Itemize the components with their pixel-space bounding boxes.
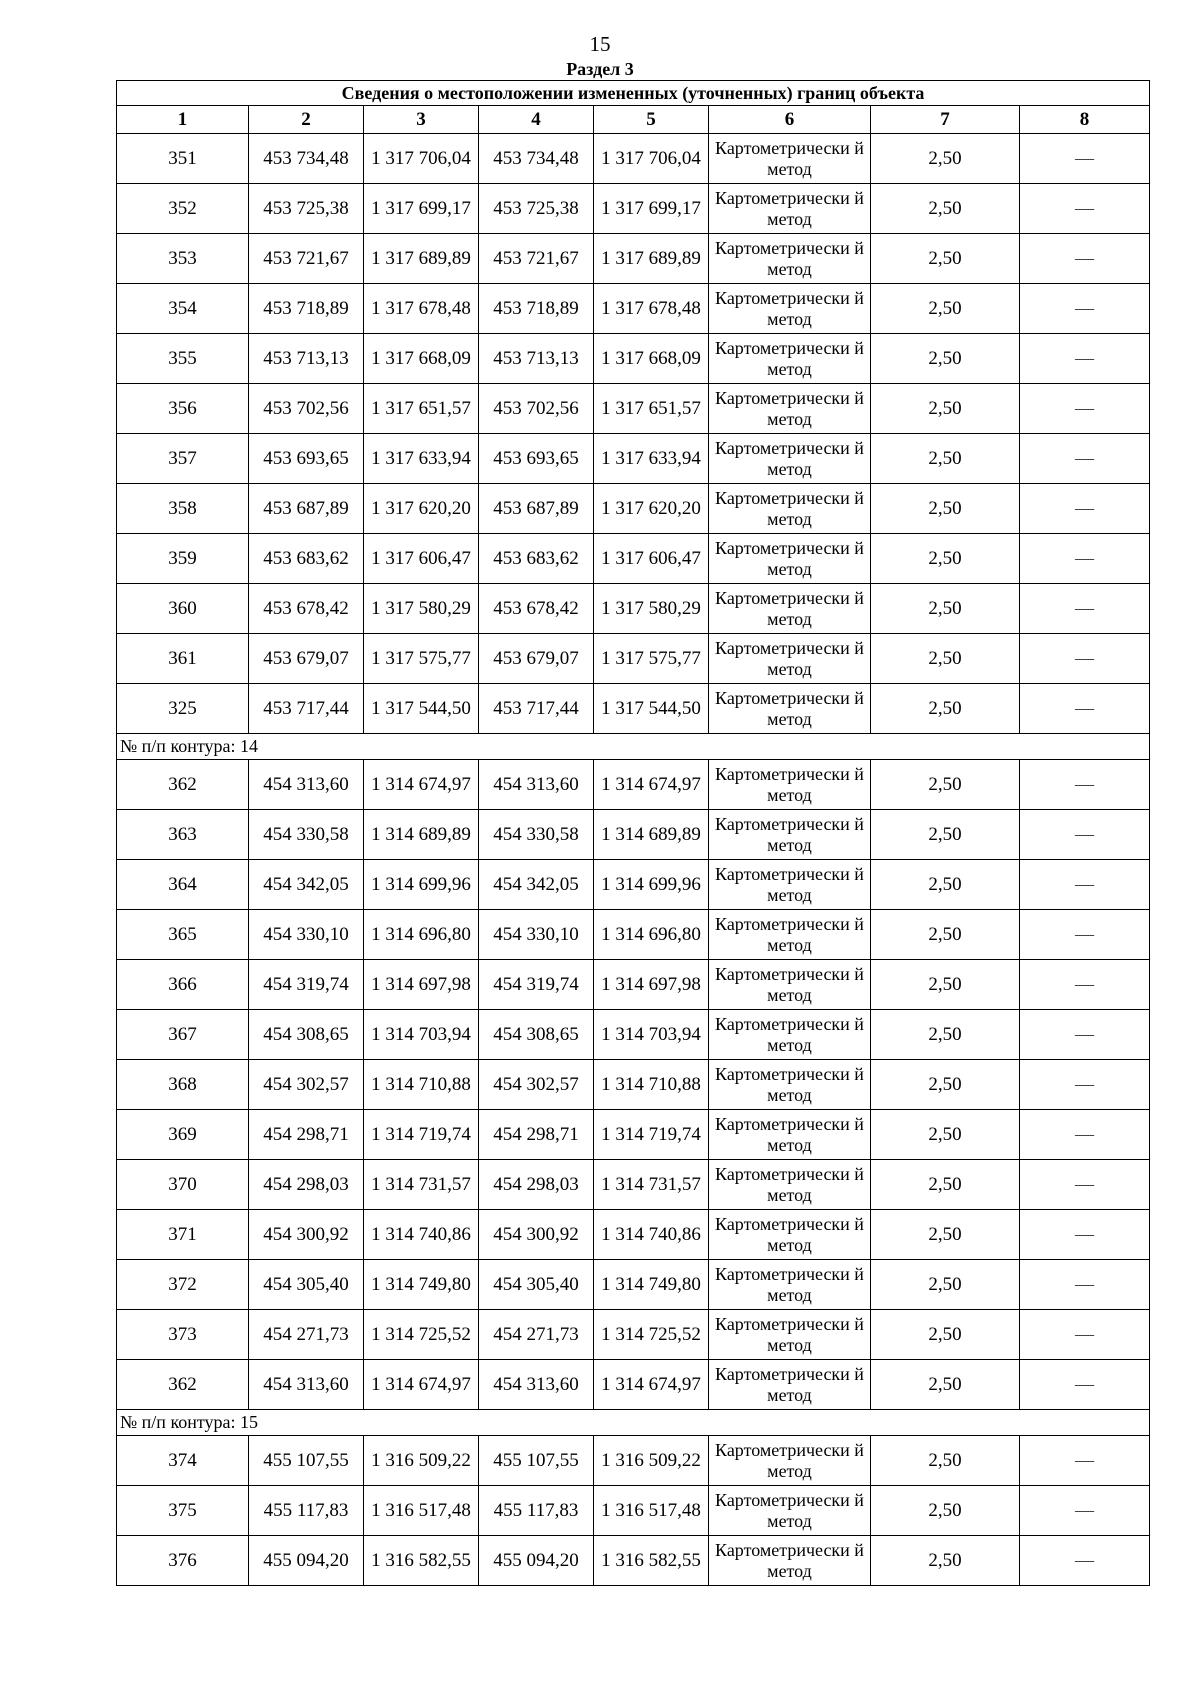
point-number-cell: 369 [117,1110,249,1160]
new-y-cell: 1 314 699,96 [594,860,709,910]
method-cell: Картометрически й метод [709,284,871,334]
old-x-cell: 454 313,60 [249,1360,364,1410]
old-y-cell: 1 314 689,89 [364,810,479,860]
table-row [117,1360,1150,1410]
precision-cell: 2,50 [871,810,1020,860]
new-x-cell: 454 302,57 [479,1060,594,1110]
point-number-cell: 351 [117,134,249,184]
point-number-cell: 373 [117,1310,249,1360]
new-x-cell: 454 298,03 [479,1160,594,1210]
description-cell: — [1020,1360,1150,1410]
table-row [117,1210,1150,1260]
precision-cell: 2,50 [871,534,1020,584]
old-y-cell: 1 317 544,50 [364,684,479,734]
old-y-cell: 1 316 509,22 [364,1436,479,1486]
table-body [117,81,1150,1586]
new-x-cell: 454 298,71 [479,1110,594,1160]
method-cell: Картометрически й метод [709,1536,871,1586]
point-number-cell: 325 [117,684,249,734]
old-y-cell: 1 314 699,96 [364,860,479,910]
old-y-cell: 1 316 582,55 [364,1536,479,1586]
old-y-cell: 1 317 580,29 [364,584,479,634]
method-cell: Картометрически й метод [709,1210,871,1260]
new-x-cell: 453 713,13 [479,334,594,384]
new-x-cell: 454 308,65 [479,1010,594,1060]
method-cell: Картометрически й метод [709,860,871,910]
precision-cell: 2,50 [871,484,1020,534]
description-cell: — [1020,1160,1150,1210]
table-row [117,434,1150,484]
old-y-cell: 1 317 668,09 [364,334,479,384]
new-x-cell: 455 094,20 [479,1536,594,1586]
method-cell: Картометрически й метод [709,134,871,184]
old-x-cell: 455 094,20 [249,1536,364,1586]
table-row [117,534,1150,584]
new-y-cell: 1 314 696,80 [594,910,709,960]
description-cell: — [1020,384,1150,434]
description-cell: — [1020,284,1150,334]
table-row [117,134,1150,184]
column-header: 6 [709,106,871,134]
table-row [117,1110,1150,1160]
method-cell: Картометрически й метод [709,1110,871,1160]
new-x-cell: 453 721,67 [479,234,594,284]
old-x-cell: 454 302,57 [249,1060,364,1110]
description-cell: — [1020,1260,1150,1310]
old-x-cell: 453 717,44 [249,684,364,734]
description-cell: — [1020,1060,1150,1110]
new-x-cell: 453 725,38 [479,184,594,234]
table-row [117,1160,1150,1210]
description-cell: — [1020,1436,1150,1486]
new-x-cell: 454 313,60 [479,760,594,810]
old-x-cell: 453 693,65 [249,434,364,484]
contour-label: № п/п контура: 15 [117,1410,1150,1436]
description-cell: — [1020,1110,1150,1160]
method-cell: Картометрически й метод [709,1436,871,1486]
precision-cell: 2,50 [871,284,1020,334]
point-number-cell: 358 [117,484,249,534]
new-y-cell: 1 317 633,94 [594,434,709,484]
contour-label: № п/п контура: 14 [117,734,1150,760]
old-x-cell: 454 308,65 [249,1010,364,1060]
old-x-cell: 453 725,38 [249,184,364,234]
precision-cell: 2,50 [871,334,1020,384]
old-y-cell: 1 314 674,97 [364,760,479,810]
old-y-cell: 1 314 697,98 [364,960,479,1010]
old-y-cell: 1 317 651,57 [364,384,479,434]
precision-cell: 2,50 [871,1210,1020,1260]
old-x-cell: 454 342,05 [249,860,364,910]
point-number-cell: 356 [117,384,249,434]
new-x-cell: 454 271,73 [479,1310,594,1360]
new-x-cell: 454 319,74 [479,960,594,1010]
description-cell: — [1020,134,1150,184]
precision-cell: 2,50 [871,234,1020,284]
old-y-cell: 1 314 674,97 [364,1360,479,1410]
new-y-cell: 1 317 544,50 [594,684,709,734]
point-number-cell: 375 [117,1486,249,1536]
point-number-cell: 367 [117,1010,249,1060]
table-title: Сведения о местоположении измененных (уточненных) границ объекта [117,81,1150,106]
column-header: 2 [249,106,364,134]
old-y-cell: 1 317 689,89 [364,234,479,284]
method-cell: Картометрически й метод [709,910,871,960]
new-x-cell: 453 702,56 [479,384,594,434]
description-cell: — [1020,810,1150,860]
contour-label-row [117,1410,1150,1436]
method-cell: Картометрически й метод [709,810,871,860]
old-y-cell: 1 314 696,80 [364,910,479,960]
table-row [117,634,1150,684]
description-cell: — [1020,184,1150,234]
method-cell: Картометрически й метод [709,1160,871,1210]
table-row [117,1436,1150,1486]
point-number-cell: 357 [117,434,249,484]
description-cell: — [1020,760,1150,810]
description-cell: — [1020,1210,1150,1260]
method-cell: Картометрически й метод [709,434,871,484]
old-x-cell: 454 298,71 [249,1110,364,1160]
point-number-cell: 370 [117,1160,249,1210]
precision-cell: 2,50 [871,1310,1020,1360]
precision-cell: 2,50 [871,1260,1020,1310]
method-cell: Картометрически й метод [709,584,871,634]
description-cell: — [1020,960,1150,1010]
precision-cell: 2,50 [871,1486,1020,1536]
column-header: 5 [594,106,709,134]
method-cell: Картометрически й метод [709,234,871,284]
new-y-cell: 1 317 580,29 [594,584,709,634]
table-row [117,1486,1150,1536]
new-y-cell: 1 314 697,98 [594,960,709,1010]
table-row [117,684,1150,734]
old-x-cell: 455 117,83 [249,1486,364,1536]
precision-cell: 2,50 [871,1060,1020,1110]
precision-cell: 2,50 [871,1010,1020,1060]
old-y-cell: 1 317 699,17 [364,184,479,234]
table-row [117,384,1150,434]
description-cell: — [1020,1310,1150,1360]
description-cell: — [1020,234,1150,284]
new-y-cell: 1 314 674,97 [594,760,709,810]
table-row [117,184,1150,234]
method-cell: Картометрически й метод [709,1486,871,1536]
new-x-cell: 453 718,89 [479,284,594,334]
old-y-cell: 1 314 710,88 [364,1060,479,1110]
old-x-cell: 453 678,42 [249,584,364,634]
method-cell: Картометрически й метод [709,384,871,434]
new-x-cell: 453 687,89 [479,484,594,534]
column-header: 1 [117,106,249,134]
precision-cell: 2,50 [871,184,1020,234]
old-y-cell: 1 314 749,80 [364,1260,479,1310]
old-x-cell: 453 687,89 [249,484,364,534]
new-y-cell: 1 314 749,80 [594,1260,709,1310]
description-cell: — [1020,484,1150,534]
section-heading: Раздел 3 [566,59,634,79]
old-y-cell: 1 317 606,47 [364,534,479,584]
description-cell: — [1020,1536,1150,1586]
old-x-cell: 453 721,67 [249,234,364,284]
point-number-cell: 354 [117,284,249,334]
precision-cell: 2,50 [871,384,1020,434]
point-number-cell: 365 [117,910,249,960]
description-cell: — [1020,534,1150,584]
method-cell: Картометрически й метод [709,684,871,734]
precision-cell: 2,50 [871,434,1020,484]
new-x-cell: 455 117,83 [479,1486,594,1536]
method-cell: Картометрически й метод [709,1360,871,1410]
new-x-cell: 454 330,58 [479,810,594,860]
table-row [117,484,1150,534]
point-number-cell: 359 [117,534,249,584]
old-y-cell: 1 314 725,52 [364,1310,479,1360]
new-x-cell: 454 330,10 [479,910,594,960]
table-title-row [117,81,1150,106]
old-x-cell: 454 300,92 [249,1210,364,1260]
old-y-cell: 1 317 620,20 [364,484,479,534]
column-number-row [117,106,1150,134]
point-number-cell: 362 [117,1360,249,1410]
page-number: 15 [589,32,611,56]
new-x-cell: 454 313,60 [479,1360,594,1410]
method-cell: Картометрически й метод [709,1060,871,1110]
method-cell: Картометрически й метод [709,1010,871,1060]
precision-cell: 2,50 [871,684,1020,734]
point-number-cell: 362 [117,760,249,810]
table-row [117,1060,1150,1110]
precision-cell: 2,50 [871,1436,1020,1486]
method-cell: Картометрически й метод [709,1310,871,1360]
old-y-cell: 1 317 678,48 [364,284,479,334]
precision-cell: 2,50 [871,860,1020,910]
table-row [117,284,1150,334]
new-y-cell: 1 316 582,55 [594,1536,709,1586]
table-row [117,810,1150,860]
old-x-cell: 453 683,62 [249,534,364,584]
new-x-cell: 454 305,40 [479,1260,594,1310]
new-y-cell: 1 314 710,88 [594,1060,709,1110]
new-y-cell: 1 317 668,09 [594,334,709,384]
new-y-cell: 1 316 517,48 [594,1486,709,1536]
method-cell: Картометрически й метод [709,960,871,1010]
old-x-cell: 455 107,55 [249,1436,364,1486]
point-number-cell: 368 [117,1060,249,1110]
new-y-cell: 1 317 678,48 [594,284,709,334]
contour-label-row [117,734,1150,760]
table-row [117,760,1150,810]
precision-cell: 2,50 [871,584,1020,634]
table-row [117,334,1150,384]
description-cell: — [1020,584,1150,634]
boundary-coordinates-table [116,80,1150,1586]
new-x-cell: 453 734,48 [479,134,594,184]
method-cell: Картометрически й метод [709,184,871,234]
point-number-cell: 364 [117,860,249,910]
old-x-cell: 454 330,10 [249,910,364,960]
column-header: 3 [364,106,479,134]
new-y-cell: 1 314 689,89 [594,810,709,860]
new-y-cell: 1 314 731,57 [594,1160,709,1210]
precision-cell: 2,50 [871,1110,1020,1160]
new-y-cell: 1 314 703,94 [594,1010,709,1060]
table-row [117,1010,1150,1060]
point-number-cell: 376 [117,1536,249,1586]
new-x-cell: 453 679,07 [479,634,594,684]
old-x-cell: 454 330,58 [249,810,364,860]
point-number-cell: 363 [117,810,249,860]
new-y-cell: 1 316 509,22 [594,1436,709,1486]
precision-cell: 2,50 [871,960,1020,1010]
description-cell: — [1020,684,1150,734]
old-x-cell: 454 305,40 [249,1260,364,1310]
description-cell: — [1020,910,1150,960]
point-number-cell: 353 [117,234,249,284]
new-y-cell: 1 314 725,52 [594,1310,709,1360]
old-y-cell: 1 317 706,04 [364,134,479,184]
table-row [117,960,1150,1010]
new-y-cell: 1 317 575,77 [594,634,709,684]
new-x-cell: 454 300,92 [479,1210,594,1260]
method-cell: Картометрически й метод [709,484,871,534]
old-x-cell: 454 298,03 [249,1160,364,1210]
point-number-cell: 366 [117,960,249,1010]
method-cell: Картометрически й метод [709,334,871,384]
point-number-cell: 372 [117,1260,249,1310]
point-number-cell: 361 [117,634,249,684]
column-header: 4 [479,106,594,134]
new-x-cell: 453 683,62 [479,534,594,584]
new-y-cell: 1 314 740,86 [594,1210,709,1260]
old-y-cell: 1 317 633,94 [364,434,479,484]
new-x-cell: 453 678,42 [479,584,594,634]
table-row [117,860,1150,910]
point-number-cell: 374 [117,1436,249,1486]
new-y-cell: 1 317 699,17 [594,184,709,234]
method-cell: Картометрически й метод [709,760,871,810]
old-x-cell: 454 271,73 [249,1310,364,1360]
new-y-cell: 1 314 719,74 [594,1110,709,1160]
precision-cell: 2,50 [871,910,1020,960]
precision-cell: 2,50 [871,1360,1020,1410]
description-cell: — [1020,1486,1150,1536]
new-x-cell: 455 107,55 [479,1436,594,1486]
point-number-cell: 355 [117,334,249,384]
description-cell: — [1020,434,1150,484]
description-cell: — [1020,1010,1150,1060]
old-y-cell: 1 314 731,57 [364,1160,479,1210]
new-y-cell: 1 317 651,57 [594,384,709,434]
method-cell: Картометрически й метод [709,1260,871,1310]
new-y-cell: 1 314 674,97 [594,1360,709,1410]
new-y-cell: 1 317 706,04 [594,134,709,184]
old-y-cell: 1 314 719,74 [364,1110,479,1160]
precision-cell: 2,50 [871,134,1020,184]
old-y-cell: 1 316 517,48 [364,1486,479,1536]
old-x-cell: 453 679,07 [249,634,364,684]
point-number-cell: 371 [117,1210,249,1260]
old-y-cell: 1 314 740,86 [364,1210,479,1260]
table-row [117,1536,1150,1586]
table-row [117,1260,1150,1310]
old-x-cell: 453 718,89 [249,284,364,334]
old-x-cell: 454 313,60 [249,760,364,810]
precision-cell: 2,50 [871,1536,1020,1586]
new-y-cell: 1 317 620,20 [594,484,709,534]
new-y-cell: 1 317 689,89 [594,234,709,284]
table-row [117,584,1150,634]
table-row [117,910,1150,960]
new-x-cell: 453 717,44 [479,684,594,734]
new-x-cell: 453 693,65 [479,434,594,484]
old-y-cell: 1 314 703,94 [364,1010,479,1060]
old-y-cell: 1 317 575,77 [364,634,479,684]
new-x-cell: 454 342,05 [479,860,594,910]
precision-cell: 2,50 [871,634,1020,684]
table-row [117,1310,1150,1360]
point-number-cell: 360 [117,584,249,634]
column-header: 8 [1020,106,1150,134]
description-cell: — [1020,334,1150,384]
old-x-cell: 453 713,13 [249,334,364,384]
old-x-cell: 454 319,74 [249,960,364,1010]
method-cell: Картометрически й метод [709,634,871,684]
new-y-cell: 1 317 606,47 [594,534,709,584]
precision-cell: 2,50 [871,1160,1020,1210]
precision-cell: 2,50 [871,760,1020,810]
description-cell: — [1020,860,1150,910]
old-x-cell: 453 702,56 [249,384,364,434]
column-header: 7 [871,106,1020,134]
point-number-cell: 352 [117,184,249,234]
old-x-cell: 453 734,48 [249,134,364,184]
description-cell: — [1020,634,1150,684]
method-cell: Картометрически й метод [709,534,871,584]
table-row [117,234,1150,284]
